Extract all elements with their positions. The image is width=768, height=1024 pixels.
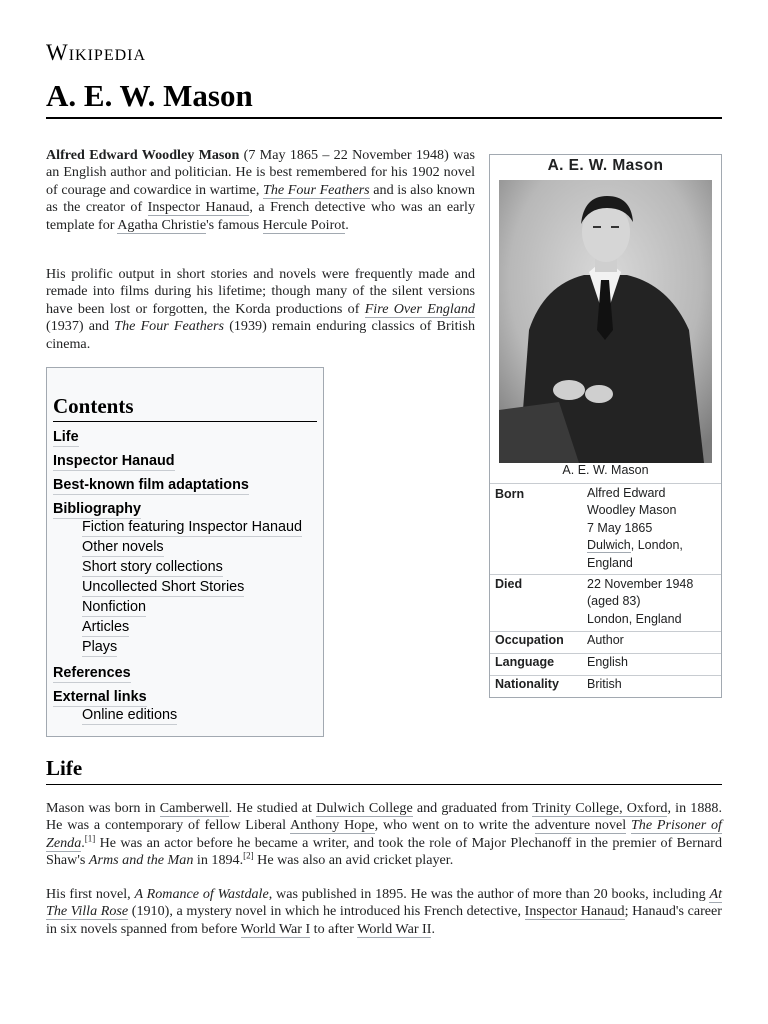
- toc-item-external-links[interactable]: External links: [53, 689, 147, 705]
- died-label: Died: [495, 577, 523, 591]
- text: .: [431, 920, 435, 937]
- text: (1910), a mystery novel in which he introduced his French detective,: [128, 903, 525, 920]
- intro-paragraph-2: [46, 266, 475, 353]
- born-country: England: [587, 555, 633, 570]
- infobox-divider: [490, 574, 721, 575]
- infobox-divider: [490, 483, 721, 484]
- reference-2[interactable]: [2]: [243, 850, 254, 861]
- occupation-value: Author: [587, 633, 624, 647]
- toc-item-online-editions[interactable]: Online editions: [82, 707, 178, 723]
- toc-item-references[interactable]: References: [53, 665, 131, 681]
- died-value: [587, 576, 717, 628]
- text: His first novel,: [46, 886, 135, 902]
- subject-name: Alfred Edward Woodley Mason: [46, 147, 240, 163]
- text: , was published in 1895. He was the author of more than 20 books, including: [268, 886, 710, 902]
- link-inspector-hanaud-2[interactable]: Inspector Hanaud: [524, 903, 625, 920]
- occupation-label: Occupation: [495, 633, 564, 647]
- link-dulwich-college[interactable]: Dulwich College: [316, 800, 413, 816]
- toc-item-articles[interactable]: Articles: [82, 619, 130, 635]
- text: 's famous: [206, 216, 263, 233]
- link-camberwell[interactable]: Camberwell: [159, 800, 229, 816]
- toc-item-bibliography[interactable]: Bibliography: [53, 501, 141, 517]
- intro-paragraph-1: [46, 147, 475, 234]
- text: (1937) and: [46, 318, 115, 335]
- text: He was also an avid cricket player.: [253, 852, 454, 869]
- life-paragraph-2: [46, 886, 722, 938]
- portrait-image: [499, 180, 712, 463]
- film-title: The Four Feathers: [114, 318, 225, 335]
- text: He was an actor before he became a writer, and took the role of Major Plechanoff in the premier of Bernard Shaw's: [46, 834, 722, 869]
- died-date: 22 November 1948: [587, 577, 694, 591]
- text: .: [81, 834, 85, 851]
- link-the-four-feathers[interactable]: [263, 182, 370, 199]
- text: , London,: [630, 538, 683, 553]
- toc-item-nonfiction[interactable]: Nonfiction: [82, 599, 146, 615]
- text: (7 May 1865 – 22 November 1948) was an English author and politician. He is best remembered for his 1902 novel of courage and cowardice in wartime,: [46, 147, 475, 198]
- toc-item-uncollected-stories[interactable]: Uncollected Short Stories: [82, 579, 245, 595]
- link-world-war-ii[interactable]: World War II: [357, 920, 432, 937]
- died-place: London, England: [587, 611, 682, 626]
- wikipedia-wordmark[interactable]: Wikipedia: [46, 40, 147, 65]
- text: . He studied at: [228, 800, 317, 816]
- nationality-label: Nationality: [495, 677, 559, 691]
- table-of-contents: [46, 367, 324, 737]
- link-hercule-poirot[interactable]: Hercule Poirot: [262, 216, 346, 233]
- link-text: The Prisoner of Zenda: [46, 817, 722, 851]
- born-name-line-1: Alfred Edward: [587, 486, 666, 500]
- died-age: (aged 83): [587, 594, 641, 609]
- text: .: [345, 216, 349, 233]
- link-agatha-christie[interactable]: Agatha Christie: [117, 216, 207, 233]
- link-anthony-hope[interactable]: Anthony Hope: [290, 817, 375, 834]
- born-name-line-2: Woodley Mason: [587, 503, 677, 518]
- nationality-value: British: [587, 677, 622, 691]
- born-place: [587, 537, 717, 554]
- link-fire-over-england[interactable]: [365, 301, 475, 318]
- portrait-photo[interactable]: [499, 180, 712, 463]
- born-value: [587, 485, 717, 572]
- novel-title: A Romance of Wastdale: [134, 886, 269, 902]
- section-divider: [46, 784, 722, 785]
- born-label: Born: [495, 487, 525, 501]
- life-paragraph-1: [46, 800, 722, 870]
- text: ; Hanaud's career in six novels spanned from before: [46, 903, 722, 937]
- title-divider: [46, 117, 722, 119]
- language-label: Language: [495, 655, 555, 669]
- link-dulwich[interactable]: Dulwich: [587, 538, 631, 553]
- link-world-war-i[interactable]: World War I: [240, 920, 311, 937]
- toc-item-other-novels[interactable]: Other novels: [82, 539, 164, 555]
- text: , who went on to write the: [374, 817, 535, 834]
- link-text: At The Villa Rose: [46, 886, 722, 920]
- toc-item-life[interactable]: Life: [53, 429, 79, 445]
- toc-divider: [53, 421, 317, 422]
- text: in 1894.: [193, 852, 244, 869]
- text: to after: [310, 920, 358, 937]
- toc-item-short-story-collections[interactable]: Short story collections: [82, 559, 223, 575]
- infobox-title: A. E. W. Mason: [547, 157, 664, 174]
- infobox: [489, 154, 722, 698]
- language-value: English: [587, 655, 628, 669]
- born-date: 7 May 1865: [587, 520, 653, 535]
- toc-item-film-adaptations[interactable]: Best-known film adaptations: [53, 477, 249, 493]
- text: and graduated from: [412, 800, 533, 816]
- toc-item-fiction-hanaud[interactable]: Fiction featuring Inspector Hanaud: [82, 519, 302, 535]
- toc-item-inspector-hanaud[interactable]: Inspector Hanaud: [53, 453, 175, 469]
- photo-caption: A. E. W. Mason: [562, 463, 649, 477]
- play-title: Arms and the Man: [88, 852, 194, 869]
- link-trinity-college[interactable]: Trinity College, Oxford: [532, 800, 668, 816]
- text: and is also known as the creator of: [46, 181, 475, 216]
- reference-1[interactable]: [1]: [84, 833, 96, 844]
- text: , in 1888. He was a contemporary of fellow Liberal: [46, 800, 722, 834]
- link-text: Fire Over England: [364, 300, 475, 317]
- link-inspector-hanaud[interactable]: Inspector Hanaud: [147, 199, 250, 216]
- text: Mason was born in: [46, 800, 160, 816]
- text: His prolific output in short stories and novels were frequently made and remade into films during his lifetime; though many of the silent versions have been lost or forgotten, the Korda productions of: [46, 266, 475, 317]
- text: , a French detective who was an early template for: [46, 199, 475, 233]
- section-heading-life: Life: [46, 756, 83, 780]
- page-title: A. E. W. Mason: [46, 78, 253, 113]
- link-adventure-novel[interactable]: adventure novel: [534, 817, 627, 834]
- text: (1939) remain enduring classics of British cinema.: [46, 318, 475, 352]
- link-text: The Four Feathers: [263, 181, 370, 198]
- toc-title: Contents: [53, 394, 134, 418]
- toc-item-plays[interactable]: Plays: [82, 639, 118, 655]
